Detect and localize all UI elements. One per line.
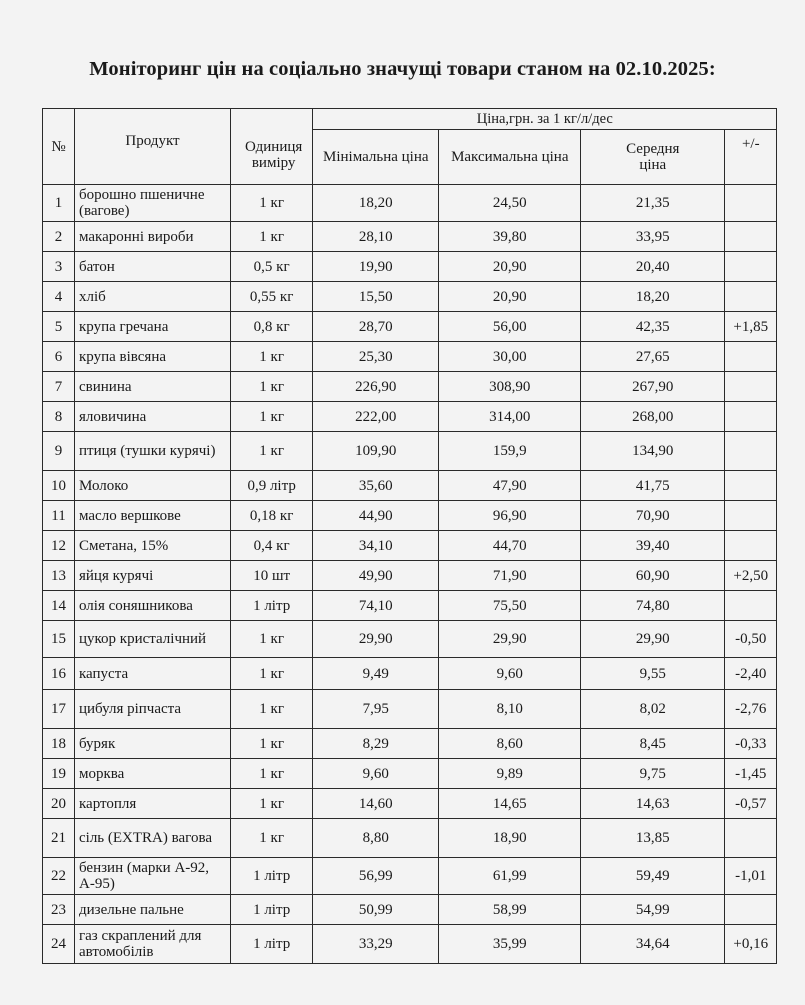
cell-min-price: 18,20: [313, 185, 439, 222]
cell-max-price: 35,99: [439, 925, 581, 964]
cell-avg-price: 18,20: [581, 282, 725, 312]
cell-diff: [725, 222, 777, 252]
price-table: [42, 108, 777, 964]
cell-num: 5: [43, 312, 75, 342]
cell-product: макаронні вироби: [75, 222, 231, 252]
cell-max-price: 159,9: [439, 432, 581, 471]
cell-unit: 1 літр: [231, 858, 313, 895]
cell-avg-price: 27,65: [581, 342, 725, 372]
table-row: [43, 658, 777, 690]
cell-avg-price: 268,00: [581, 402, 725, 432]
cell-min-price: 9,60: [313, 759, 439, 789]
cell-max-price: 308,90: [439, 372, 581, 402]
cell-diff: -1,45: [725, 759, 777, 789]
cell-min-price: 7,95: [313, 690, 439, 729]
cell-diff: [725, 185, 777, 222]
cell-min-price: 25,30: [313, 342, 439, 372]
cell-avg-price: 20,40: [581, 252, 725, 282]
cell-product: капуста: [75, 658, 231, 690]
cell-avg-price: 13,85: [581, 819, 725, 858]
table-body: [43, 185, 777, 964]
cell-max-price: 20,90: [439, 252, 581, 282]
cell-diff: [725, 591, 777, 621]
cell-min-price: 9,49: [313, 658, 439, 690]
cell-avg-price: 29,90: [581, 621, 725, 658]
table-row: [43, 759, 777, 789]
cell-product: сіль (EXTRA) вагова: [75, 819, 231, 858]
header-num: №: [43, 109, 75, 185]
cell-diff: [725, 252, 777, 282]
cell-min-price: 29,90: [313, 621, 439, 658]
cell-min-price: 222,00: [313, 402, 439, 432]
table-row: [43, 402, 777, 432]
cell-min-price: 44,90: [313, 501, 439, 531]
cell-product: крупа вівсяна: [75, 342, 231, 372]
cell-product: газ скраплений для автомобілів: [75, 925, 231, 964]
cell-diff: [725, 282, 777, 312]
cell-unit: 1 літр: [231, 895, 313, 925]
cell-min-price: 19,90: [313, 252, 439, 282]
table-row: [43, 432, 777, 471]
cell-product: бензин (марки А-92, А-95): [75, 858, 231, 895]
cell-diff: +0,16: [725, 925, 777, 964]
cell-min-price: 109,90: [313, 432, 439, 471]
cell-product: хліб: [75, 282, 231, 312]
cell-min-price: 33,29: [313, 925, 439, 964]
cell-num: 8: [43, 402, 75, 432]
table-row: [43, 252, 777, 282]
cell-diff: -1,01: [725, 858, 777, 895]
cell-max-price: 47,90: [439, 471, 581, 501]
cell-product: свинина: [75, 372, 231, 402]
cell-num: 22: [43, 858, 75, 895]
cell-diff: [725, 501, 777, 531]
cell-avg-price: 34,64: [581, 925, 725, 964]
cell-avg-price: 134,90: [581, 432, 725, 471]
cell-num: 19: [43, 759, 75, 789]
table-row: [43, 925, 777, 964]
cell-unit: 10 шт: [231, 561, 313, 591]
cell-num: 9: [43, 432, 75, 471]
cell-avg-price: 8,02: [581, 690, 725, 729]
cell-min-price: 74,10: [313, 591, 439, 621]
cell-unit: 1 кг: [231, 432, 313, 471]
cell-avg-price: 33,95: [581, 222, 725, 252]
cell-min-price: 28,10: [313, 222, 439, 252]
cell-unit: 0,5 кг: [231, 252, 313, 282]
header-avg: Середня ціна: [581, 130, 725, 185]
cell-max-price: 71,90: [439, 561, 581, 591]
cell-max-price: 75,50: [439, 591, 581, 621]
cell-max-price: 9,60: [439, 658, 581, 690]
cell-min-price: 34,10: [313, 531, 439, 561]
cell-max-price: 30,00: [439, 342, 581, 372]
cell-num: 17: [43, 690, 75, 729]
cell-min-price: 28,70: [313, 312, 439, 342]
cell-num: 14: [43, 591, 75, 621]
cell-min-price: 8,80: [313, 819, 439, 858]
cell-num: 6: [43, 342, 75, 372]
table-row: [43, 185, 777, 222]
cell-diff: -0,50: [725, 621, 777, 658]
cell-diff: [725, 432, 777, 471]
cell-unit: 1 кг: [231, 819, 313, 858]
cell-min-price: 15,50: [313, 282, 439, 312]
cell-avg-price: 8,45: [581, 729, 725, 759]
table-row: [43, 372, 777, 402]
cell-product: Сметана, 15%: [75, 531, 231, 561]
cell-diff: -2,40: [725, 658, 777, 690]
table-row: [43, 591, 777, 621]
cell-max-price: 44,70: [439, 531, 581, 561]
table-row: [43, 561, 777, 591]
cell-max-price: 58,99: [439, 895, 581, 925]
cell-max-price: 96,90: [439, 501, 581, 531]
cell-product: дизельне пальне: [75, 895, 231, 925]
header-diff: +/-: [725, 130, 777, 185]
cell-unit: 1 кг: [231, 759, 313, 789]
cell-unit: 1 кг: [231, 372, 313, 402]
cell-unit: 1 кг: [231, 402, 313, 432]
cell-avg-price: 21,35: [581, 185, 725, 222]
cell-min-price: 56,99: [313, 858, 439, 895]
cell-num: 1: [43, 185, 75, 222]
cell-diff: [725, 372, 777, 402]
table-row: [43, 819, 777, 858]
cell-avg-price: 9,75: [581, 759, 725, 789]
table-row: [43, 282, 777, 312]
cell-product: морква: [75, 759, 231, 789]
cell-avg-price: 39,40: [581, 531, 725, 561]
cell-product: крупа гречана: [75, 312, 231, 342]
cell-max-price: 56,00: [439, 312, 581, 342]
cell-product: борошно пшеничне (вагове): [75, 185, 231, 222]
cell-unit: 0,9 літр: [231, 471, 313, 501]
cell-product: батон: [75, 252, 231, 282]
document-title: Моніторинг цін на соціально значущі товари станом на 02.10.2025:: [89, 58, 716, 80]
header-price-group: Ціна,грн. за 1 кг/л/дес: [313, 109, 777, 130]
cell-diff: [725, 471, 777, 501]
table-row: [43, 471, 777, 501]
cell-num: 18: [43, 729, 75, 759]
table-row: [43, 789, 777, 819]
table-row: [43, 895, 777, 925]
table-row: [43, 501, 777, 531]
cell-max-price: 61,99: [439, 858, 581, 895]
cell-unit: 1 кг: [231, 658, 313, 690]
cell-diff: [725, 819, 777, 858]
cell-num: 21: [43, 819, 75, 858]
cell-avg-price: 41,75: [581, 471, 725, 501]
cell-num: 2: [43, 222, 75, 252]
cell-avg-price: 74,80: [581, 591, 725, 621]
cell-max-price: 20,90: [439, 282, 581, 312]
cell-avg-price: 54,99: [581, 895, 725, 925]
cell-avg-price: 14,63: [581, 789, 725, 819]
cell-product: яловичина: [75, 402, 231, 432]
cell-num: 11: [43, 501, 75, 531]
cell-diff: +2,50: [725, 561, 777, 591]
cell-avg-price: 59,49: [581, 858, 725, 895]
cell-unit: 0,4 кг: [231, 531, 313, 561]
cell-product: цукор кристалічний: [75, 621, 231, 658]
cell-unit: 1 кг: [231, 789, 313, 819]
cell-diff: -0,57: [725, 789, 777, 819]
cell-diff: [725, 531, 777, 561]
cell-diff: [725, 342, 777, 372]
cell-diff: +1,85: [725, 312, 777, 342]
cell-num: 24: [43, 925, 75, 964]
cell-product: птиця (тушки курячі): [75, 432, 231, 471]
cell-avg-price: 42,35: [581, 312, 725, 342]
cell-max-price: 9,89: [439, 759, 581, 789]
header-max: Максимальна ціна: [439, 130, 581, 185]
cell-min-price: 50,99: [313, 895, 439, 925]
cell-unit: 0,8 кг: [231, 312, 313, 342]
table-row: [43, 342, 777, 372]
cell-product: яйця курячі: [75, 561, 231, 591]
cell-min-price: 35,60: [313, 471, 439, 501]
cell-product: картопля: [75, 789, 231, 819]
cell-product: масло вершкове: [75, 501, 231, 531]
cell-unit: 1 кг: [231, 621, 313, 658]
cell-diff: [725, 402, 777, 432]
table-row: [43, 621, 777, 658]
header-min: Мінімальна ціна: [313, 130, 439, 185]
cell-num: 23: [43, 895, 75, 925]
cell-product: олія соняшникова: [75, 591, 231, 621]
cell-min-price: 8,29: [313, 729, 439, 759]
cell-unit: 1 кг: [231, 729, 313, 759]
table-row: [43, 729, 777, 759]
cell-min-price: 49,90: [313, 561, 439, 591]
cell-max-price: 24,50: [439, 185, 581, 222]
cell-num: 7: [43, 372, 75, 402]
cell-max-price: 8,60: [439, 729, 581, 759]
cell-product: Молоко: [75, 471, 231, 501]
cell-num: 15: [43, 621, 75, 658]
cell-diff: -2,76: [725, 690, 777, 729]
header-product: Продукт: [75, 109, 231, 185]
cell-unit: 1 літр: [231, 591, 313, 621]
cell-num: 12: [43, 531, 75, 561]
cell-num: 3: [43, 252, 75, 282]
table-row: [43, 858, 777, 895]
cell-unit: 1 кг: [231, 342, 313, 372]
cell-product: цибуля ріпчаста: [75, 690, 231, 729]
cell-diff: [725, 895, 777, 925]
cell-avg-price: 9,55: [581, 658, 725, 690]
cell-unit: 1 кг: [231, 690, 313, 729]
cell-num: 20: [43, 789, 75, 819]
cell-max-price: 8,10: [439, 690, 581, 729]
cell-avg-price: 70,90: [581, 501, 725, 531]
cell-unit: 1 літр: [231, 925, 313, 964]
cell-num: 16: [43, 658, 75, 690]
cell-max-price: 29,90: [439, 621, 581, 658]
cell-max-price: 14,65: [439, 789, 581, 819]
table-row: [43, 222, 777, 252]
cell-min-price: 14,60: [313, 789, 439, 819]
cell-unit: 0,55 кг: [231, 282, 313, 312]
cell-diff: -0,33: [725, 729, 777, 759]
cell-unit: 1 кг: [231, 222, 313, 252]
cell-unit: 1 кг: [231, 185, 313, 222]
cell-num: 13: [43, 561, 75, 591]
header-unit: Одиниця виміру: [231, 109, 313, 185]
cell-avg-price: 267,90: [581, 372, 725, 402]
table-row: [43, 531, 777, 561]
cell-max-price: 314,00: [439, 402, 581, 432]
table-row: [43, 690, 777, 729]
cell-unit: 0,18 кг: [231, 501, 313, 531]
cell-num: 4: [43, 282, 75, 312]
cell-max-price: 39,80: [439, 222, 581, 252]
cell-product: буряк: [75, 729, 231, 759]
cell-min-price: 226,90: [313, 372, 439, 402]
cell-max-price: 18,90: [439, 819, 581, 858]
cell-avg-price: 60,90: [581, 561, 725, 591]
table-row: [43, 312, 777, 342]
cell-num: 10: [43, 471, 75, 501]
